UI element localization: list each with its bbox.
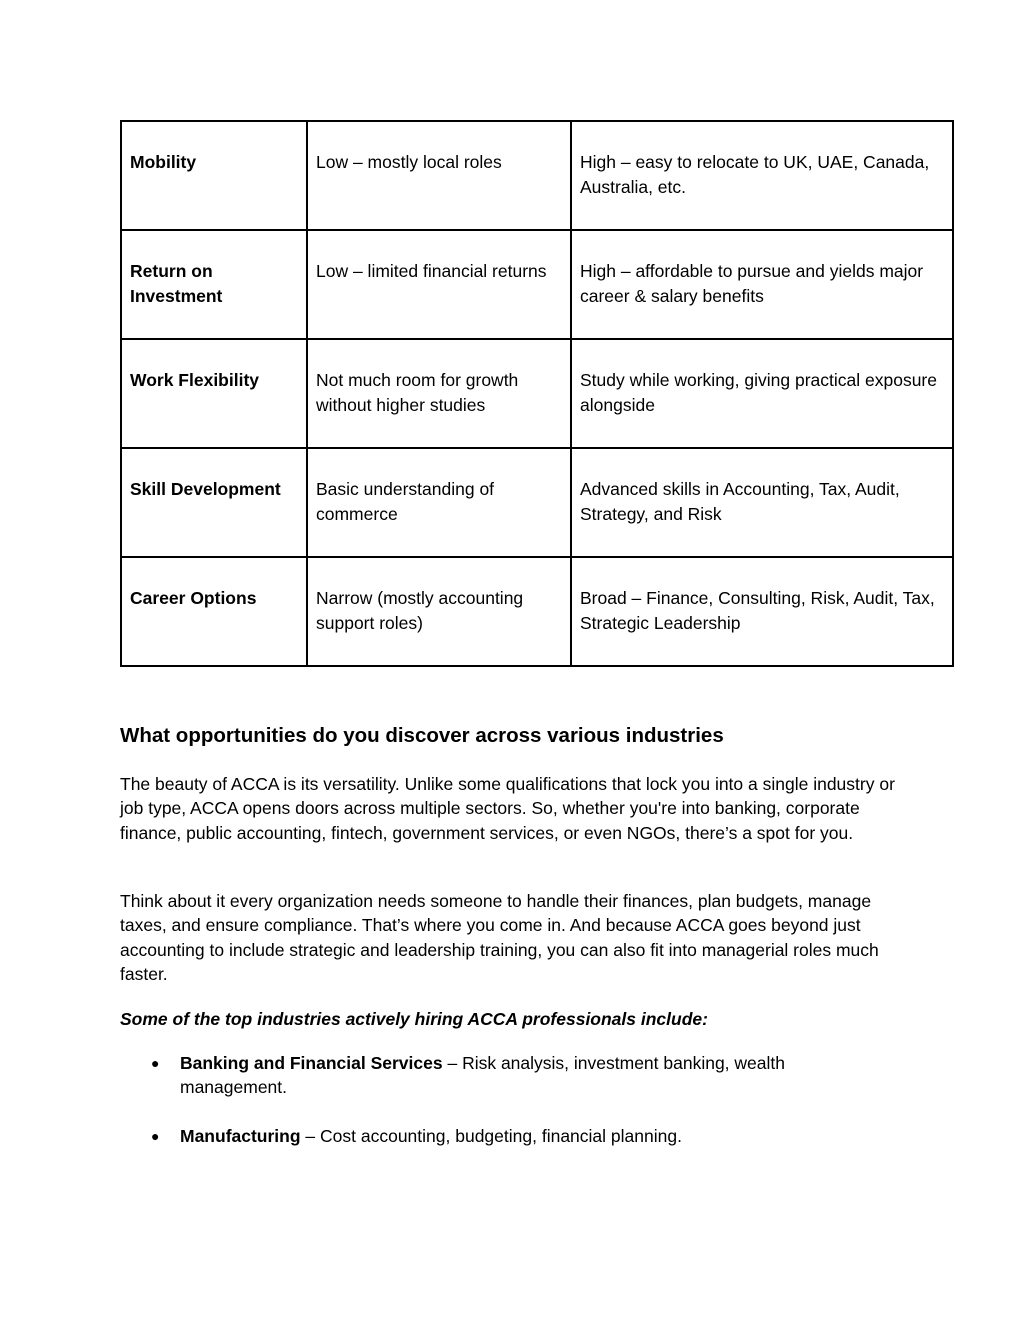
bullet-icon: ● (151, 1055, 160, 1071)
paragraph: Think about it every organization needs someone to handle their finances, plan budgets, manage taxes, and ensure compliance. That’s where you come in. And because ACCA goes beyond just accounting to include strategic and leadership training, you can also fit into managerial roles much faster. (120, 891, 879, 984)
row-label: Work Flexibility (121, 339, 307, 448)
list-item-term: Manufacturing (180, 1126, 301, 1147)
industry-list (120, 1051, 840, 1173)
table-cell: Not much room for growth without higher studies (307, 339, 571, 448)
table-cell: Broad – Finance, Consulting, Risk, Audit, Tax, Strategic Leadership (571, 557, 953, 666)
row-label: Career Options (121, 557, 307, 666)
table-row (121, 339, 953, 448)
table-row (121, 230, 953, 339)
table-row (121, 448, 953, 557)
paragraph: The beauty of ACCA is its versatility. Unlike some qualifications that lock you into a single industry or job type, ACCA opens doors across multiple sectors. So, whether you're into banking, corporate finance, public accounting, fintech, government services, or even NGOs, there’s a spot for you. (120, 774, 895, 843)
table-cell: Narrow (mostly accounting support roles) (307, 557, 571, 666)
list-intro: Some of the top industries actively hiring ACCA professionals include: (120, 1009, 708, 1029)
list-item-desc: – Cost accounting, budgeting, financial planning. (300, 1126, 682, 1147)
list-item (120, 1124, 840, 1148)
list-item (120, 1051, 840, 1100)
table-cell: High – affordable to pursue and yields major career & salary benefits (571, 230, 953, 339)
table-cell: Low – mostly local roles (307, 121, 571, 230)
comparison-table (120, 120, 954, 667)
row-label: Return on Investment (121, 230, 307, 339)
row-label: Mobility (121, 121, 307, 230)
table-cell: Basic understanding of commerce (307, 448, 571, 557)
list-item-term: Banking and Financial Services (180, 1053, 443, 1073)
table-cell: Study while working, giving practical exposure alongside (571, 339, 953, 448)
table-cell: Advanced skills in Accounting, Tax, Audit, Strategy, and Risk (571, 448, 953, 557)
list-item-desc: – Risk analysis, investment banking, wealth management. (180, 1053, 785, 1098)
bullet-icon: ● (151, 1128, 160, 1145)
table-cell: Low – limited financial returns (307, 230, 571, 339)
row-label: Skill Development (121, 448, 307, 557)
section-heading: What opportunities do you discover across various industries (120, 724, 724, 747)
table-row (121, 557, 953, 666)
table-row (121, 121, 953, 230)
table-cell: High – easy to relocate to UK, UAE, Canada, Australia, etc. (571, 121, 953, 230)
